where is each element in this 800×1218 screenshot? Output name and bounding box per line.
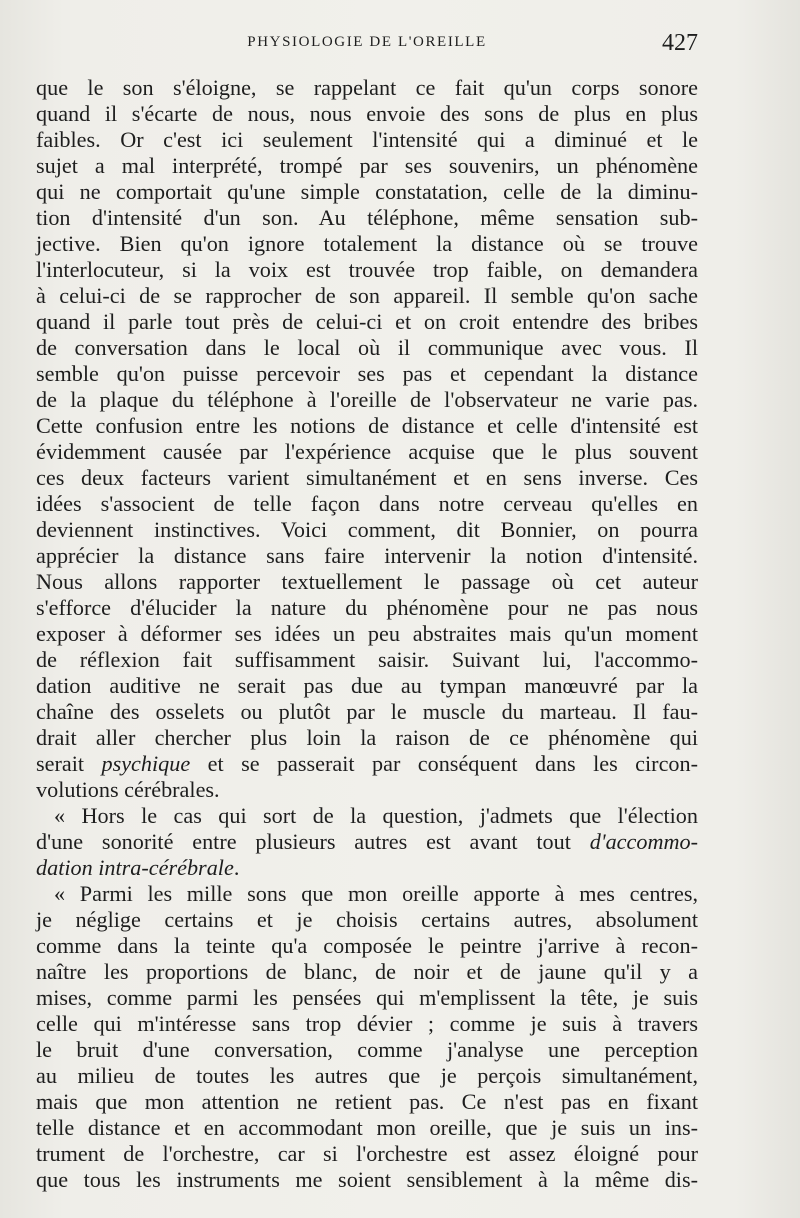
text-line: chaîne des osselets ou plutôt par le muscle du marteau. Il fau- (36, 699, 698, 724)
quote-line: mises, comme parmi les pensées qui m'emplissent la tête, je suis (36, 985, 698, 1010)
text-line: jective. Bien qu'on ignore totalement la distance où se trouve (36, 231, 698, 256)
text-line: serait psychique et se passerait par conséquent dans les circon- (36, 751, 698, 776)
quote-line: que tous les instruments me soient sensiblement à la même dis- (36, 1167, 698, 1192)
text-line: de conversation dans le local où il communique avec vous. Il (36, 335, 698, 360)
text-line: Nous allons rapporter textuellement le passage où cet auteur (36, 569, 698, 594)
text-line: s'efforce d'élucider la nature du phénomène pour ne pas nous (36, 595, 698, 620)
quote-line: trument de l'orchestre, car si l'orchestre est assez éloigné pour (36, 1141, 698, 1166)
quote-line: « Hors le cas qui sort de la question, j'admets que l'élection (54, 803, 698, 828)
text-line: quand il s'écarte de nous, nous envoie des sons de plus en plus (36, 101, 698, 126)
text-line: ces deux facteurs varient simultanément et en sens inverse. Ces (36, 465, 698, 490)
body-text (36, 75, 698, 1193)
text-line: idées s'associent de telle façon dans notre cerveau qu'elles en (36, 491, 698, 516)
text-line: qui ne comportait qu'une simple constatation, celle de la diminu- (36, 179, 698, 204)
quote-line: d'une sonorité entre plusieurs autres est avant tout d'accommo- (36, 829, 698, 854)
text-line: exposer à déformer ses idées un peu abstraites mais qu'un moment (36, 621, 698, 646)
text-line: quand il parle tout près de celui-ci et on croit entendre des bribes (36, 309, 698, 334)
quote-line: naître les proportions de blanc, de noir et de jaune qu'il y a (36, 959, 698, 984)
italic-word: d'accommo- (589, 829, 698, 854)
quote-line: au milieu de toutes les autres que je perçois simultanément, (36, 1063, 698, 1088)
text-line: drait aller chercher plus loin la raison de ce phénomène qui (36, 725, 698, 750)
page-number: 427 (662, 30, 698, 56)
page-header (36, 30, 698, 58)
text-line: de réflexion fait suffisamment saisir. Suivant lui, l'accommo- (36, 647, 698, 672)
text-line: semble qu'on puisse percevoir ses pas et cependant la distance (36, 361, 698, 386)
text-line: sujet a mal interprété, trompé par ses souvenirs, un phénomène (36, 153, 698, 178)
text-line: que le son s'éloigne, se rappelant ce fait qu'un corps sonore (36, 75, 698, 100)
quote-line: comme dans la teinte qu'a composée le peintre j'arrive à recon- (36, 933, 698, 958)
running-title: PHYSIOLOGIE DE L'OREILLE (247, 34, 487, 50)
text-line: volutions cérébrales. (36, 777, 220, 802)
quote-line: je néglige certains et je choisis certains autres, absolument (36, 907, 698, 932)
quote-line: le bruit d'une conversation, comme j'analyse une perception (36, 1037, 698, 1062)
quote-line: dation intra-cérébrale. (36, 855, 240, 880)
text-line: deviennent instinctives. Voici comment, dit Bonnier, on pourra (36, 517, 698, 542)
text-line: tion d'intensité d'un son. Au téléphone, même sensation sub- (36, 205, 698, 230)
quote-line: « Parmi les mille sons que mon oreille apporte à mes centres, (54, 881, 698, 906)
text-line: faibles. Or c'est ici seulement l'intensité qui a diminué et le (36, 127, 698, 152)
text-line: dation auditive ne serait pas due au tympan manœuvré par la (36, 673, 698, 698)
text-line: de la plaque du téléphone à l'oreille de l'observateur ne varie pas. (36, 387, 698, 412)
quote-line: telle distance et en accommodant mon oreille, que je suis un ins- (36, 1115, 698, 1140)
text-line: à celui-ci de se rapprocher de son appareil. Il semble qu'on sache (36, 283, 698, 308)
italic-word: psychique (101, 751, 191, 776)
quote-line: celle qui m'intéresse sans trop dévier ; comme je suis à travers (36, 1011, 698, 1036)
text-line: Cette confusion entre les notions de distance et celle d'intensité est (36, 413, 698, 438)
text-line: évidemment causée par l'expérience acquise que le plus souvent (36, 439, 698, 464)
italic-word: dation intra-cérébrale (36, 855, 234, 880)
text-line: l'interlocuteur, si la voix est trouvée trop faible, on demandera (36, 257, 698, 282)
text-line: apprécier la distance sans faire intervenir la notion d'intensité. (36, 543, 698, 568)
quote-line: mais que mon attention ne retient pas. Ce n'est pas en fixant (36, 1089, 698, 1114)
